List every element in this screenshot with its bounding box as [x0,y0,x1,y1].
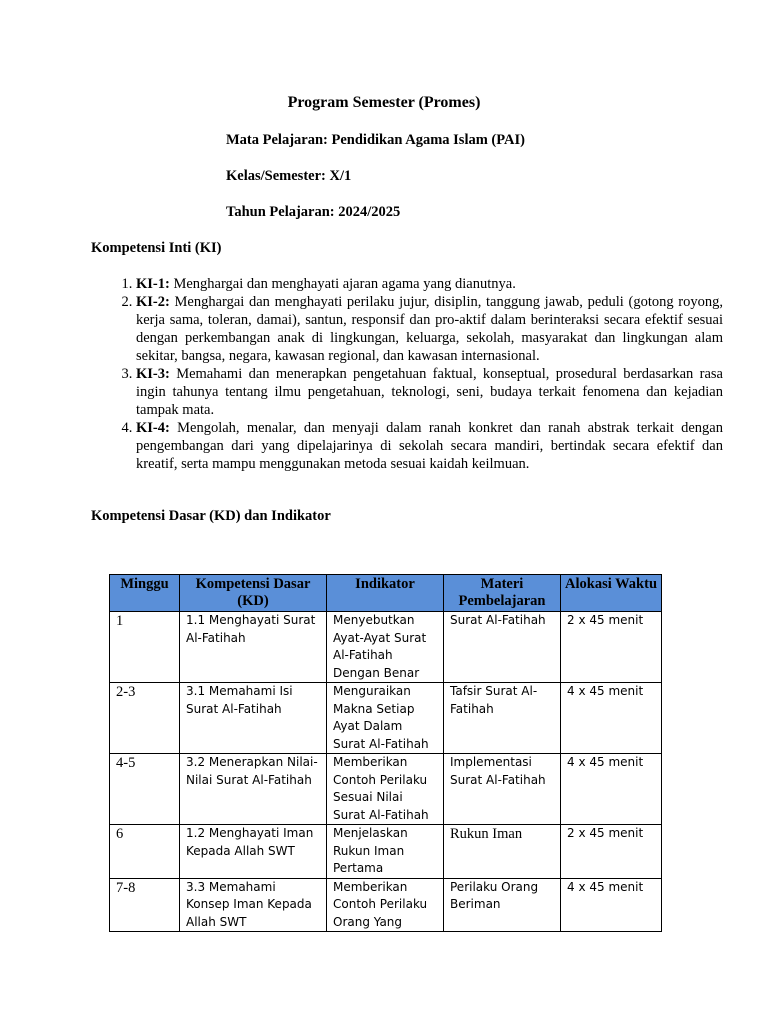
cell-material: Tafsir Surat Al-Fatihah [444,683,561,754]
cell-week: 7-8 [110,878,180,932]
cell-kd: 1.1 Menghayati Surat Al-Fatihah [180,612,327,683]
table-header-row [110,575,662,612]
ki-item [136,275,723,293]
cell-kd: 3.2 Menerapkan Nilai-Nilai Surat Al-Fatihah [180,754,327,825]
cell-material: Rukun Iman [444,825,561,879]
academic-year-line: Tahun Pelajaran: 2024/2025 [226,204,401,220]
subject-line: Mata Pelajaran: Pendidikan Agama Islam (PAI) [226,132,525,148]
cell-indicator: Memberikan Contoh Perilaku Orang Yang [327,878,444,932]
ki-text: Menghargai dan menghayati perilaku jujur, disiplin, tanggung jawab, peduli (gotong royong, kerja sama, toleran, damai), santun, responsif dan pro-aktif dalam berinteraksi secara efektif sesuai dengan perkembangan anak di lingkungan, keluarga, sekolah, masyarakat dan lingkungan alam sekitar, bangsa, negara, kawasan regional, dan kawasan internasional. [136,294,723,364]
cell-material: Perilaku Orang Beriman [444,878,561,932]
page-title: Program Semester (Promes) [287,94,481,111]
col-header-time: Alokasi Waktu [561,575,662,612]
cell-time: 2 x 45 menit [561,612,662,683]
cell-time: 4 x 45 menit [561,878,662,932]
kd-heading: Kompetensi Dasar (KD) dan Indikator [91,508,331,524]
cell-time: 2 x 45 menit [561,825,662,879]
col-header-indicator: Indikator [327,575,444,612]
col-header-week: Minggu [110,575,180,612]
cell-indicator: Menguraikan Makna Setiap Ayat Dalam Surat Al-Fatihah [327,683,444,754]
class-semester-line: Kelas/Semester: X/1 [226,168,352,184]
cell-kd: 3.1 Memahami Isi Surat Al-Fatihah [180,683,327,754]
cell-material: Implementasi Surat Al-Fatihah [444,754,561,825]
ki-heading: Kompetensi Inti (KI) [91,240,222,256]
cell-indicator: Menyebutkan Ayat-Ayat Surat Al-Fatihah Dengan Benar [327,612,444,683]
ki-code: KI-3: [136,366,170,382]
ki-code: KI-1: [136,276,170,292]
ki-text: Menghargai dan menghayati ajaran agama yang dianutnya. [169,276,516,292]
table-row [110,754,662,825]
cell-week: 6 [110,825,180,879]
ki-list [91,275,723,473]
ki-code: KI-4: [136,420,170,436]
cell-kd: 3.3 Memahami Konsep Iman Kepada Allah SWT [180,878,327,932]
cell-week: 2-3 [110,683,180,754]
cell-time: 4 x 45 menit [561,683,662,754]
cell-week: 1 [110,612,180,683]
table-row [110,683,662,754]
cell-time: 4 x 45 menit [561,754,662,825]
cell-indicator: Menjelaskan Rukun Iman Pertama [327,825,444,879]
ki-item [136,293,723,365]
col-header-kd: Kompetensi Dasar (KD) [180,575,327,612]
cell-material: Surat Al-Fatihah [444,612,561,683]
ki-text: Mengolah, menalar, dan menyaji dalam ranah konkret dan ranah abstrak terkait dengan pengembangan dari yang dipelajarinya di sekolah secara mandiri, bertindak secara efektif dan kreatif, serta mampu menggunakan metoda sesuai kaidah keilmuan. [136,420,723,472]
table-row [110,825,662,879]
cell-indicator: Memberikan Contoh Perilaku Sesuai Nilai Surat Al-Fatihah [327,754,444,825]
table-row [110,612,662,683]
ki-item [136,419,723,473]
col-header-material: Materi Pembelajaran [444,575,561,612]
ki-text: Memahami dan menerapkan pengetahuan faktual, konseptual, prosedural berdasarkan rasa ingin tahunya tentang ilmu pengetahuan, teknologi, seni, budaya terkait fenomena dan kejadian tampak mata. [136,366,723,418]
cell-kd: 1.2 Menghayati Iman Kepada Allah SWT [180,825,327,879]
table-row [110,878,662,932]
kd-table [109,574,662,932]
cell-week: 4-5 [110,754,180,825]
ki-code: KI-2: [136,294,170,310]
ki-item [136,365,723,419]
